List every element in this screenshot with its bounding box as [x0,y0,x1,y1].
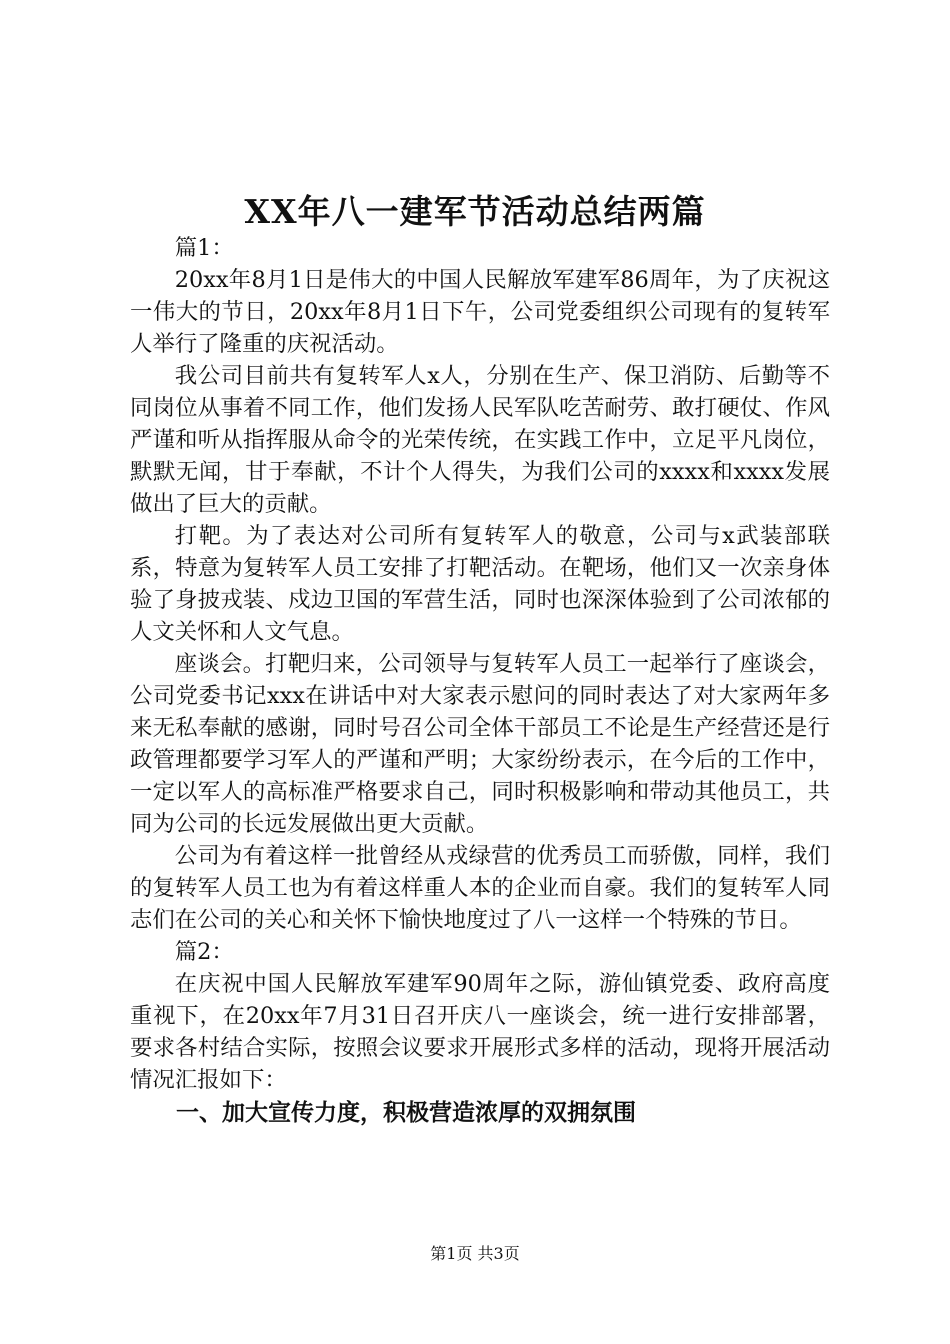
section-label-2: 篇2： [174,939,234,965]
paragraph: 20xx年8月1日是伟大的中国人民解放军建军86周年，为了庆祝这一伟大的节日，20xx年8月1日下午，公司党委组织公司现有的复转军人举行了隆重的庆祝活动。 [130,267,830,357]
paragraph: 座谈会。打靶归来，公司领导与复转军人员工一起举行了座谈会，公司党委书记xxx在讲话中对大家表示慰问的同时表达了对大家两年多来无私奉献的感谢，同时号召公司全体干部员工不论是生产经营还是行政管理都要学习军人的严谨和严明；大家纷纷表示，在今后的工作中，一定以军人的高标准严格要求自己，同时积极影响和带动其他员工，共同为公司的长远发展做出更大贡献。 [130,651,830,837]
section-label-1: 篇1： [174,235,234,261]
document-title: XX年八一建军节活动总结两篇 [244,192,706,231]
paragraph: 我公司目前共有复转军人x人，分别在生产、保卫消防、后勤等不同岗位从事着不同工作，他们发扬人民军队吃苦耐劳、敢打硬仗、作风严谨和听从指挥服从命令的光荣传统，在实践工作中，立足平凡岗位，默默无闻，甘于奉献，不计个人得失，为我们公司的xxxx和xxxx发展做出了巨大的贡献。 [130,363,830,517]
document-body [130,232,830,1130]
paragraph: 公司为有着这样一批曾经从戎绿营的优秀员工而骄傲，同样，我们的复转军人员工也为有着这样重人本的企业而自豪。我们的复转军人同志们在公司的关心和关怀下愉快地度过了八一这样一个特殊的节日。 [130,843,830,933]
paragraph: 在庆祝中国人民解放军建军90周年之际，游仙镇党委、政府高度重视下，在20xx年7月31日召开庆八一座谈会，统一进行安排部署，要求各村结合实际，按照会议要求开展形式多样的活动，现将开展活动情况汇报如下： [130,971,830,1093]
page-footer: 第1页 共3页 [430,1244,520,1263]
section-heading: 一、加大宣传力度，积极营造浓厚的双拥氛围 [176,1100,636,1126]
paragraph: 打靶。为了表达对公司所有复转军人的敬意，公司与x武装部联系，特意为复转军人员工安排了打靶活动。在靶场，他们又一次亲身体验了身披戎装、戍边卫国的军营生活，同时也深深体验到了公司浓郁的人文关怀和人文气息。 [130,523,830,645]
